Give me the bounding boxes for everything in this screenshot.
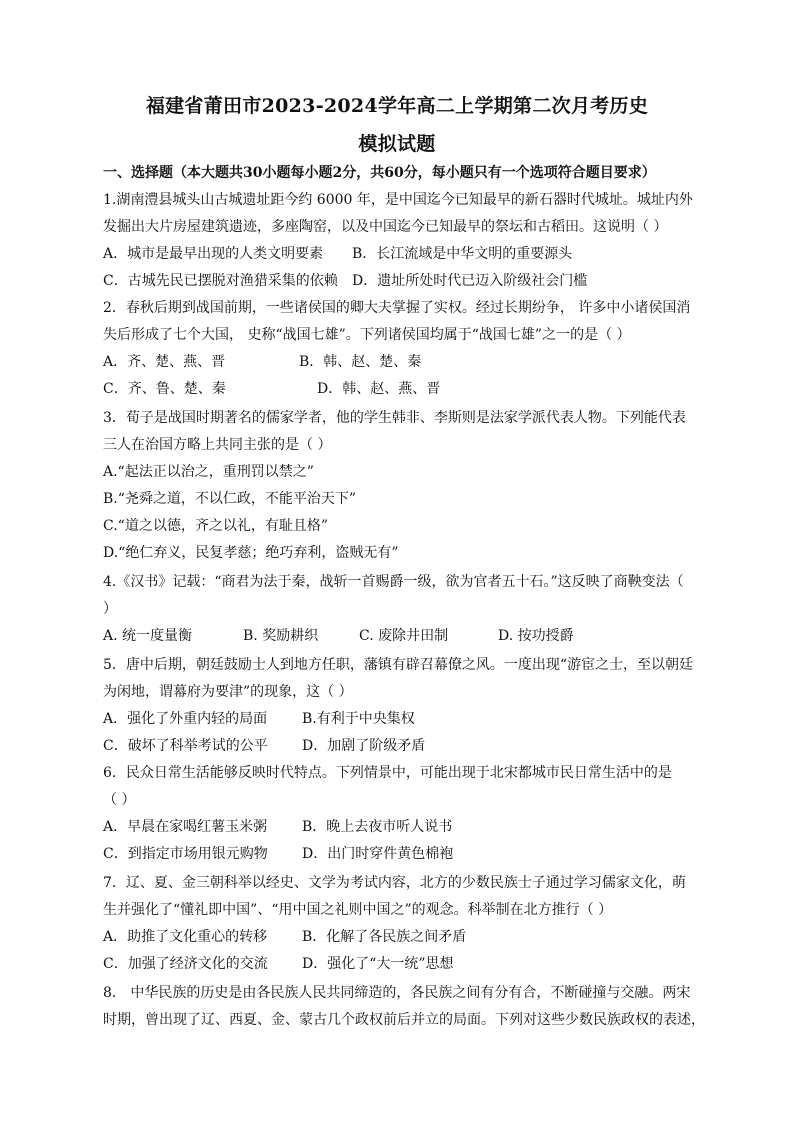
question-2-option-a: A．齐、楚、燕、晋 [103,354,226,370]
question-4-option-d: D. 按功授爵 [498,628,574,644]
question-3-stem-line-1: 3．荀子是战国时期著名的儒家学者，他的学生韩非、李斯则是法家学派代表人物。下列能代表 [103,410,686,426]
question-2-stem-line-1: 2．春秋后期到战国前期，一些诸侯国的卿大夫掌握了实权。经过长期纷争， 许多中小诸侯国消 [103,300,691,316]
question-7-option-d: D．强化了“大一统”思想 [302,956,454,972]
question-5-stem-line-1: 5．唐中后期，朝廷鼓励士人到地方任职，藩镇有辟召幕僚之风。一度出现“游宦之士，至以朝廷 [103,657,694,673]
question-6-option-c: C．到指定市场用银元购物 [103,846,268,862]
question-6-stem-line-1: 6．民众日常生活能够反映时代特点。下列情景中，可能出现于北宋都城市民日常生活中的是 [103,765,672,781]
question-4-option-b: B. 奖励耕织 [243,628,319,644]
question-2-option-d: D．韩、赵、燕、晋 [317,381,441,397]
question-5-option-b: B.有利于中央集权 [302,711,415,727]
question-1-option-d: D．遗址所处时代已迈入阶级社会门槛 [352,273,588,289]
question-7-option-c: C．加强了经济文化的交流 [103,956,268,972]
question-6-option-b: B．晚上去夜市听人说书 [302,819,453,835]
question-2-option-b: B．韩、赵、楚、秦 [299,354,422,370]
page-subtitle: 模拟试题 [358,133,436,155]
question-4-stem-line-1: 4.《汉书》记载：“商君为法于秦，战斩一首赐爵一级，欲为官者五十石。”这反映了商鞅变法（ [103,574,684,590]
question-6-option-d: D．出门时穿件黄色棉袍 [302,846,454,862]
question-2-stem-line-2: 失后形成了七个大国， 史称“战国七雄”。下列诸侯国均属于“战国七雄”之一的是（ ） [103,327,631,343]
page-title: 福建省莆田市2023-2024学年高二上学期第二次月考历史 [145,95,649,117]
question-1-stem-line-2: 发掘出大片房屋建筑遗迹，多座陶窑，以及中国迄今已知最早的祭坛和古稻田。这说明（ ） [103,219,668,235]
question-4-option-c: C. 废除井田制 [359,628,449,644]
section-heading: 一、选择题（本大题共30小题每小题2分，共60分，每小题只有一个选项符合题目要求） [103,165,656,181]
question-5-option-c: C．破坏了科举考试的公平 [103,738,268,754]
question-1-stem-line-1: 1.湖南澧县城头山古城遗址距今约 6000 年，是中国迄今已知最早的新石器时代城址。城址内外 [103,192,693,208]
question-7-stem-line-2: 生并强化了“懂礼即中国”、“用中国之礼则中国之”的观念。科举制在北方推行（ ） [103,902,613,918]
question-4-stem-line-2: ） [103,601,117,617]
question-7-option-a: A．助推了文化重心的转移 [103,929,268,945]
question-7-option-b: B．化解了各民族之间矛盾 [302,929,467,945]
question-5-option-d: D．加剧了阶级矛盾 [302,738,426,754]
question-4-option-a: A. 统一度量衡 [103,628,193,644]
question-3-option-b: B.“尧舜之道，不以仁政，不能平治天下” [103,491,357,507]
question-6-stem-line-2: （ ） [103,792,136,808]
question-3-option-d: D.“绝仁弃义，民复孝慈；绝巧弃利，盗贼无有” [103,545,399,561]
question-5-option-a: A．强化了外重内轻的局面 [103,711,268,727]
question-7-stem-line-1: 7．辽、夏、金三朝科举以经史、文学为考试内容，北方的少数民族士子通过学习儒家文化，萌 [103,875,686,891]
question-8-stem-line-2: 时期，曾出现了辽、西夏、金、蒙古几个政权前后并立的局面。下列对这些少数民族政权的表述， [103,1012,705,1028]
question-3-option-a: A.“起法正以治之，重刑罚以禁之” [103,464,314,480]
question-1-option-c: C．古城先民已摆脱对渔猎采集的依赖 [103,273,338,289]
question-6-option-a: A．早晨在家喝红薯玉米粥 [103,819,268,835]
question-5-stem-line-2: 为闲地，谓幕府为要津”的现象，这（ ） [103,684,353,700]
question-1-option-a: A．城市是最早出现的人类文明要素 [103,246,324,262]
question-1-option-b: B．长江流域是中华文明的重要源头 [352,246,573,262]
question-3-option-c: C.“道之以德，齐之以礼，有耻且格” [103,518,328,534]
question-8-stem-line-1: 8． 中华民族的历史是由各民族人民共同缔造的，各民族之间有分有合，不断碰撞与交融。两宋 [103,985,691,1001]
question-2-option-c: C．齐、鲁、楚、秦 [103,381,226,397]
question-3-stem-line-2: 三人在治国方略上共同主张的是（ ） [103,437,332,453]
